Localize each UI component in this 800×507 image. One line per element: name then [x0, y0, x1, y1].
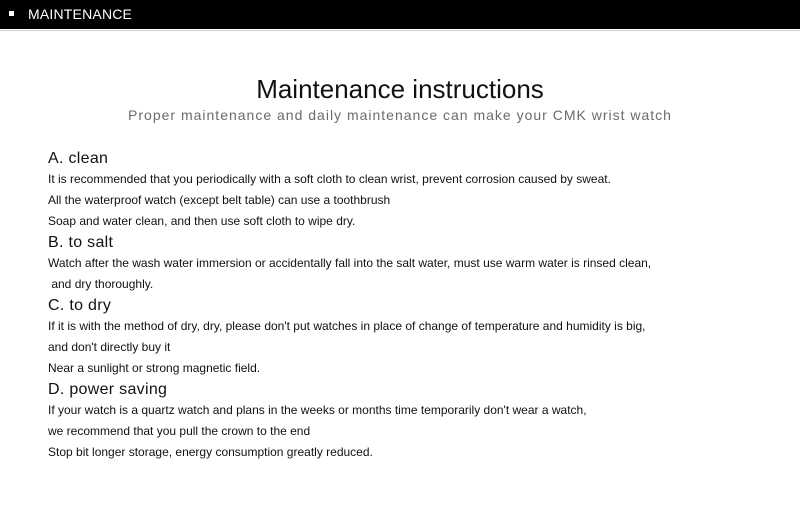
header-label: MAINTENANCE [28, 6, 133, 22]
section-to-salt [48, 232, 788, 295]
section-line: Watch after the wash water immersion or accidentally fall into the salt water, must use warm water is rinsed clean, [48, 256, 652, 270]
section-line: Stop bit longer storage, energy consumption greatly reduced. [48, 445, 373, 459]
section-line: and dry thoroughly. [48, 277, 154, 291]
section-line: It is recommended that you periodically with a soft cloth to clean wrist, prevent corrosion caused by sweat. [48, 172, 611, 186]
section-line: and don't directly buy it [48, 340, 171, 354]
page-subtitle: Proper maintenance and daily maintenance can make your CMK wrist watch [128, 107, 672, 123]
section-heading: B. to salt [48, 234, 114, 251]
section-line: Soap and water clean, and then use soft cloth to wipe dry. [48, 214, 356, 228]
section-line: we recommend that you pull the crown to the end [48, 424, 311, 438]
section-line: If your watch is a quartz watch and plans in the weeks or months time temporarily don't wear a watch, [48, 403, 587, 417]
section-power-saving [48, 379, 788, 463]
instructions-body [48, 148, 788, 463]
square-bullet-icon [9, 11, 14, 16]
section-line: All the waterproof watch (except belt table) can use a toothbrush [48, 193, 391, 207]
header-bar [0, 0, 800, 29]
section-heading: C. to dry [48, 297, 112, 314]
section-heading: A. clean [48, 150, 109, 167]
header-divider [0, 30, 800, 31]
section-heading: D. power saving [48, 381, 168, 398]
section-to-dry [48, 295, 788, 379]
section-line: If it is with the method of dry, dry, please don't put watches in place of change of temperature and humidity is big, [48, 319, 646, 333]
section-line: Near a sunlight or strong magnetic field. [48, 361, 261, 375]
section-clean [48, 148, 788, 232]
page-title: Maintenance instructions [256, 74, 544, 104]
